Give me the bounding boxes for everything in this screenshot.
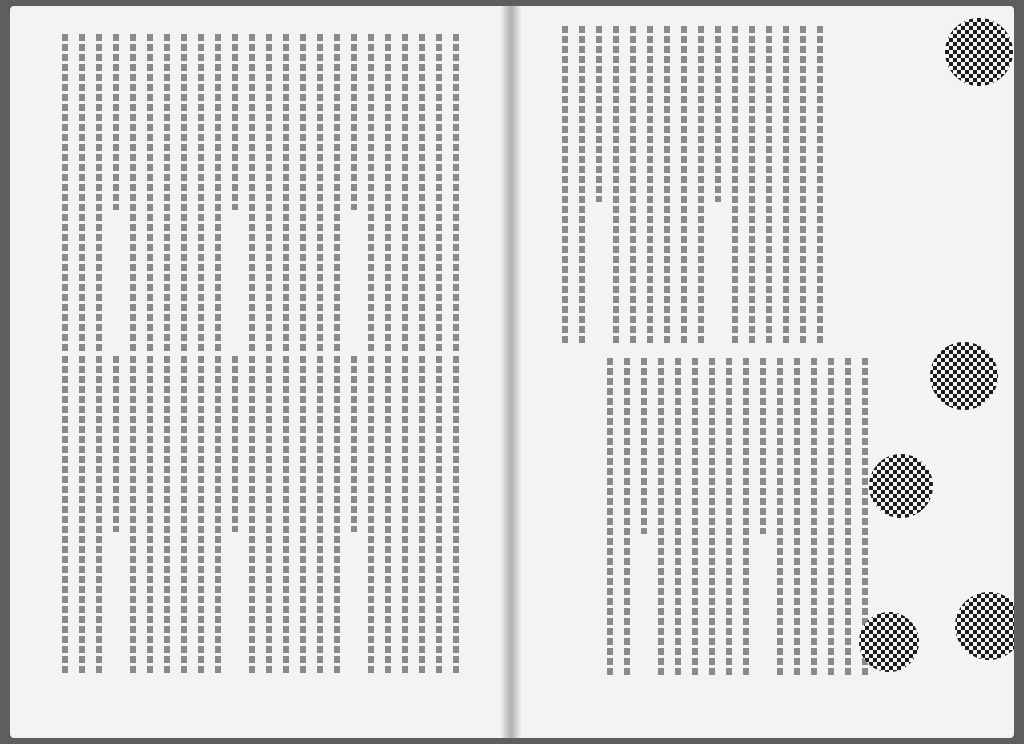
text-line (300, 356, 306, 676)
left-top-column (50, 34, 470, 354)
text-line (249, 34, 255, 354)
text-line (113, 356, 119, 532)
text-line (181, 356, 187, 676)
text-line (198, 356, 204, 676)
text-line (215, 356, 221, 676)
text-line (164, 34, 170, 354)
text-line (368, 356, 374, 676)
text-line (351, 34, 357, 210)
text-line (96, 356, 102, 676)
text-line (402, 34, 408, 354)
left-page (10, 6, 509, 738)
checker-circle-bottom-right (955, 592, 1014, 660)
text-line (130, 34, 136, 354)
checker-circle-top (945, 18, 1013, 86)
text-line (334, 356, 340, 676)
text-line (419, 356, 425, 676)
text-line (453, 34, 459, 354)
text-line (334, 34, 340, 354)
text-line (351, 356, 357, 532)
text-line (96, 34, 102, 354)
text-line (62, 34, 68, 354)
text-line (436, 356, 442, 676)
text-line (385, 34, 391, 354)
right-page (509, 6, 1014, 738)
text-line (113, 34, 119, 210)
text-line (266, 356, 272, 676)
text-line (402, 356, 408, 676)
text-line (283, 34, 289, 354)
text-line (368, 34, 374, 354)
decorative-checker-circles (509, 6, 1014, 738)
text-line (419, 34, 425, 354)
text-line (232, 34, 238, 210)
left-bottom-column (50, 356, 470, 676)
text-line (147, 356, 153, 676)
text-line (62, 356, 68, 676)
text-line (215, 34, 221, 354)
text-line (79, 356, 85, 676)
text-line (198, 34, 204, 354)
text-line (147, 34, 153, 354)
checker-circle-left (869, 454, 933, 518)
checker-circle-mid (930, 342, 998, 410)
text-line (283, 356, 289, 676)
text-line (300, 34, 306, 354)
text-line (232, 356, 238, 532)
text-line (164, 356, 170, 676)
text-line (436, 34, 442, 354)
text-line (181, 34, 187, 354)
text-line (317, 356, 323, 676)
text-line (453, 356, 459, 676)
checker-circle-bottom-left (859, 612, 919, 672)
text-line (385, 356, 391, 676)
book-gutter (500, 6, 522, 738)
text-line (317, 34, 323, 354)
text-line (79, 34, 85, 354)
text-line (130, 356, 136, 676)
text-line (266, 34, 272, 354)
text-line (249, 356, 255, 676)
